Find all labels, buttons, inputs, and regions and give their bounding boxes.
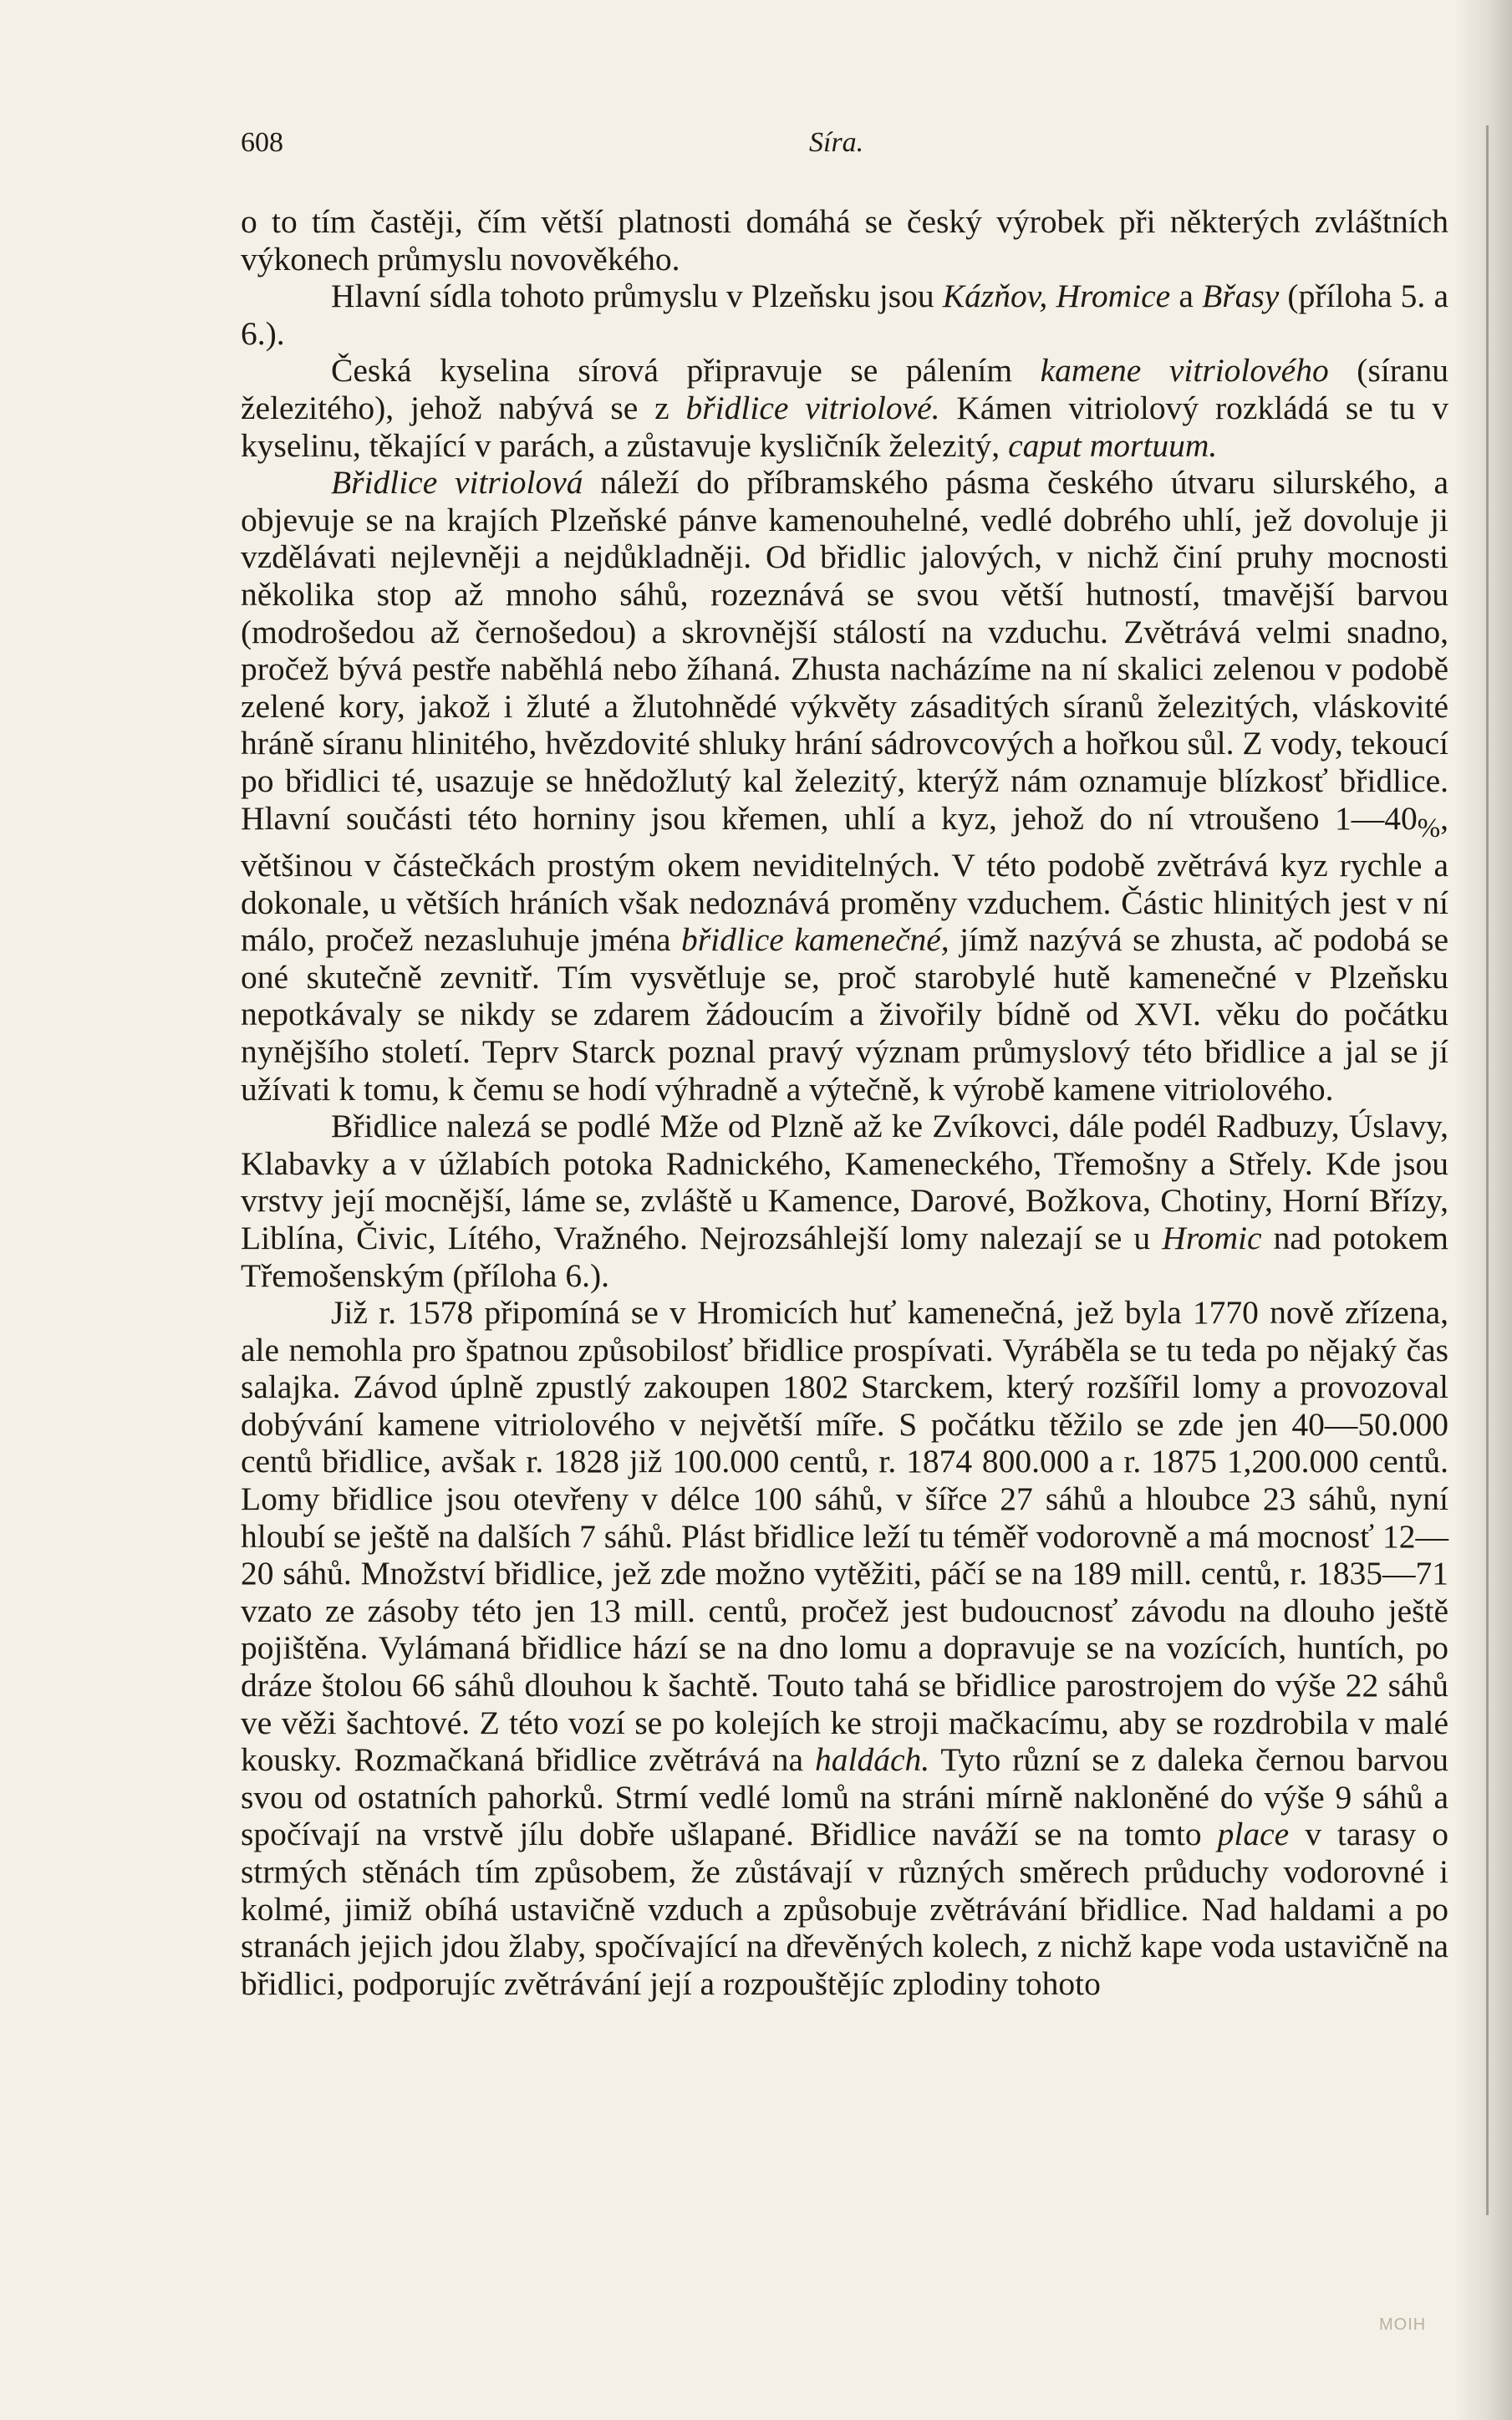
paragraph-4	[241, 464, 1448, 1108]
paragraph-5-text-2: nad potokem Třemošenským (příloha 6.).	[241, 1219, 1448, 1294]
page-edge-line	[1486, 125, 1489, 2215]
paragraph-2-text-4: (příloha 5. a 6.).	[241, 278, 1448, 352]
term-bridlice-vitriolova: břidlice vitriolové.	[685, 389, 940, 426]
paragraph-4-text-3: jímž nazývá se zhusta, ač podobá se oné skutečně zevnitř. Tím vysvětluje se, proč starobylé hutě kamenečné v Plzeňsku nepotkávaly se nikdy se zdarem žádoucím a živořily bídně od XVI. věku do počátku nynějšího století. Teprv Starck poznal pravý význam průmyslový této břidlice a jal se jí užívati k tomu, k čemu se hodí výhradně a výtečně, k výrobě kamene vitriolového.	[241, 921, 1448, 1108]
paragraph-1	[241, 203, 1448, 278]
paragraph-3-text-2: (síranu železitého), jehož nabývá se z	[241, 352, 1448, 426]
term-kamen-vitriolovy: kamene vitriolového	[1040, 352, 1329, 390]
paragraph-5	[241, 1108, 1448, 1294]
percent-sign: %	[1417, 813, 1441, 843]
paragraph-4-text-2: , většinou v částečkách prostým okem neviditelných. V této podobě zvětrává kyz rychle a dokonale, u větších hráních však nedoznává proměny vzduchem. Částic hlinitých jest v ní málo, pročež nezasluhuje jména	[241, 799, 1448, 959]
paragraph-6-text-1: Již r. 1578 připomíná se v Hromicích huť kamenečná, jež byla 1770 nově zřízena, ale nemohla pro špatnou způsobilosť břidlice prospívati. Vyráběla se tu teda po nějaký čas salajka. Závod úplně zpustlý zakoupen 1802 Starckem, který rozšířil lomy a provozoval dobývání kamene vitriolového v největší míře. S počátku těžilo se zde jen 40—50.000 centů břidlice, avšak r. 1828 již 100.000 centů, r. 1874 800.000 a r. 1875 1,200.000 centů. Lomy břidlice jsou otevřeny v délce 100 sáhů, v šířce 27 sáhů a hloubce 23 sáhů, nyní hloubí se ještě na dalších 7 sáhů. Plást břidlice leží tu téměř vodorovně a má mocnosť 12—20 sáhů. Množství břidlice, jež zde možno vytěžiti, páčí se na 189 mill. centů, r. 1835—71 vzato ze zásoby této jen 13 mill. centů, pročež jest budoucnosť závodu na dlouho ještě pojištěna. Vylámaná břidlice hází se na dno lomu a dopravuje se na vozících, huntích, po dráze štolou 66 sáhů dlouhou k šachtě. Touto tahá se břidlice parostrojem do výše 22 sáhů ve věži šachtové. Z této vozí se po kolejích ke stroji mačkacímu, aby se rozdrobila v malé kousky. Rozmačkaná břidlice zvětrává na	[241, 1294, 1448, 1779]
paragraph-6-text-2: Tyto různí se z daleka černou barvou svou od ostatních pahorků. Strmí vedlé lomů na stráni mírně nakloněné do výše 9 sáhů a spočívají na vrstvě jílu dobře ušlapané. Břidlice naváží se na tomto	[241, 1741, 1448, 1853]
paragraph-5-text-1: Břidlice nalezá se podlé Mže od Plzně až ke Zvíkovci, dále podél Radbuzy, Úslavy, Klabavky a v úžlabích potoka Radnického, Kameneckého, Třemošny a Střely. Kde jsou vrstvy její mocnější, láme se, zvláště u Kamence, Darové, Božkova, Chotiny, Horní Břízy, Liblína, Čivic, Lítého, Vražného. Nejrozsáhlejší lomy nalezají se u	[241, 1108, 1448, 1256]
page-edge-shadow	[1453, 0, 1512, 2420]
body-text	[241, 203, 1448, 2002]
term-bridlice-kamenecna: břidlice kamenečné,	[680, 921, 949, 959]
term-caput-mortuum: caput mortuum.	[1008, 426, 1218, 464]
term-place: place	[1217, 1816, 1290, 1853]
paragraph-3-text-1: Česká kyselina sírová připravuje se pálením	[331, 352, 1041, 390]
paragraph-6-text-3: v tarasy o strmých stěnách tím způsobem, že zůstávají v různých směrech průduchy vodorovné i kolmé, jimiž obíhá ustavičně vzduch a způsobuje zvětrávání břidlice. Nad haldami a po stranách jejich jdou žlaby, spočívající na dřevěných kolech, z nichž kape voda ustavičně na břidlici, podporujíc zvětrávání její a rozpouštějíc zplodiny tohoto	[241, 1816, 1448, 2002]
paragraph-2	[241, 278, 1448, 352]
term-haldach: haldách.	[815, 1741, 930, 1779]
place-kaznov: Kázňov,	[942, 278, 1048, 315]
term-bridlice-vitriolova-heading: Břidlice vitriolová	[331, 464, 583, 502]
catchword-mark: MOIH	[1379, 2316, 1427, 2334]
paragraph-3	[241, 352, 1448, 464]
paragraph-2-text-3: a	[1170, 278, 1203, 315]
paragraph-2-text-2	[1047, 278, 1056, 314]
place-hromic: Hromic	[1162, 1219, 1262, 1256]
paragraph-1-text: o to tím častěji, čím větší platnosti domáhá se český výrobek při některých zvláštních výkonech průmyslu novověkého.	[241, 203, 1448, 278]
paragraph-6	[241, 1294, 1448, 2002]
paragraph-2-text-1: Hlavní sídla tohoto průmyslu v Plzeňsku jsou	[331, 278, 943, 315]
place-hromice: Hromice	[1056, 278, 1171, 315]
place-brasy: Břasy	[1202, 278, 1280, 315]
page-number: 608	[241, 127, 283, 158]
running-head: Síra.	[809, 127, 864, 158]
paragraph-3-text-3: Kámen vitriolový rozkládá se tu v kyselinu, těkající v parách, a zůstavuje kysličník železitý,	[241, 389, 1449, 464]
page-header	[241, 127, 1444, 169]
paragraph-4-text-1: náleží do příbramského pásma českého útvaru silurského, a objevuje se na krajích Plzeňské pánve kamenouhelné, vedlé dobrého uhlí, jež dovoluje ji vzdělávati nejlevněji a nejdůkladněji. Od břidlic jalových, v nichž činí pruhy mocnosti několika stop až mnoho sáhů, rozeznává se svou větší hutností, tmavější barvou (modrošedou až černošedou) a skrovnější stálostí na vzduchu. Zvětrává velmi snadno, pročež bývá pestře naběhlá nebo žíhaná. Zhusta nacházíme na ní skalici zelenou v podobě zelené kory, jakož i žluté a žlutohnědé výkvěty zásaditých síranů železitých, vláskovité hráně síranu hlinitého, hvězdovité shluky hrání sádrovcových a hořkou sůl. Z vody, tekoucí po břidlici té, usazuje se hnědožlutý kal železitý, kterýž nám oznamuje blízkosť břidlice. Hlavní součásti této horniny jsou křemen, uhlí a kyz, jehož do ní vtroušeno 1—40	[241, 464, 1448, 837]
